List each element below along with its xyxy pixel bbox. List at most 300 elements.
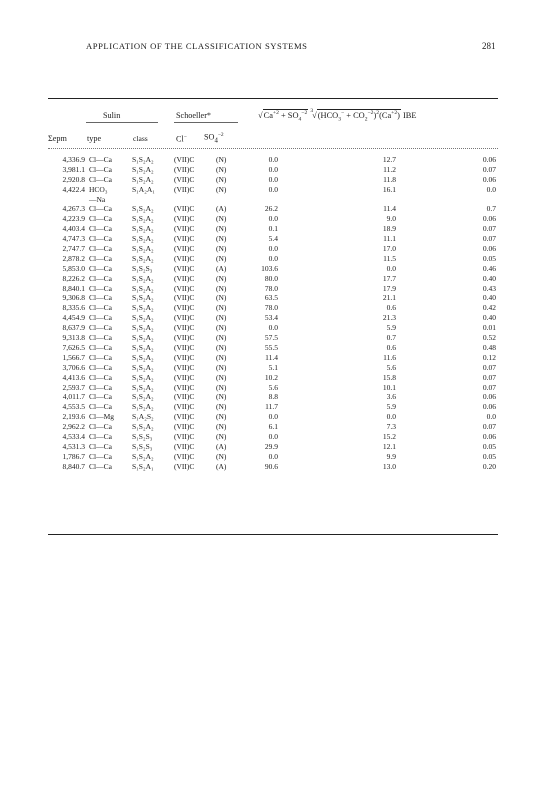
cell-ibe: 0.12 xyxy=(482,352,496,362)
cell-so4-flag: (N) xyxy=(216,422,227,432)
cell-type: Cl—Ca xyxy=(89,402,112,412)
cell-class: S₁S₂A₂ xyxy=(132,352,154,362)
cell-cube-root-value: 0.6 xyxy=(386,303,396,313)
cell-schoeller-class: (VII)C xyxy=(174,422,195,432)
table-body xyxy=(0,155,546,472)
cell-so4-flag: (N) xyxy=(216,323,227,333)
cell-ibe: 0.07 xyxy=(482,224,496,234)
cell-ibe: 0.05 xyxy=(482,451,496,461)
cell-schoeller-class: (VII)C xyxy=(174,313,195,323)
cell-cube-root-value: 11.1 xyxy=(383,234,396,244)
cell-class: S₁S₂A₂ xyxy=(132,402,154,412)
cell-type: Cl—Ca xyxy=(89,214,112,224)
cell-type: Cl—Ca xyxy=(89,392,112,402)
cell-sqrt-value: 80.0 xyxy=(264,273,278,283)
cell-type: Cl—Ca xyxy=(89,283,112,293)
cell-epm: 3,706.6 xyxy=(62,362,85,372)
table-row xyxy=(0,224,546,234)
cell-sqrt-value: 5.6 xyxy=(268,382,278,392)
cell-class: S₁S₂A₂ xyxy=(132,253,154,263)
cell-schoeller-class: (VII)C xyxy=(174,224,195,234)
cell-schoeller-class: (VII)C xyxy=(174,263,195,273)
cell-class: S₁S₂A₂ xyxy=(132,204,154,214)
cell-class: S₁S₂A₂ xyxy=(132,234,154,244)
cell-schoeller-class: (VII)C xyxy=(174,253,195,263)
table-row xyxy=(0,274,546,284)
table-row xyxy=(0,422,546,432)
page-number: 281 xyxy=(482,41,496,51)
cell-type: Cl—Ca xyxy=(89,273,112,283)
cell-sqrt-value: 0.0 xyxy=(268,214,278,224)
cell-schoeller-class: (VII)C xyxy=(174,244,195,254)
cell-so4-flag: (N) xyxy=(216,382,227,392)
cell-ibe: 0.40 xyxy=(482,293,496,303)
cell-epm: 4,531.3 xyxy=(62,441,85,451)
cell-schoeller-class: (VII)C xyxy=(174,342,195,352)
header-dotted-rule xyxy=(48,148,498,149)
cell-schoeller-class: (VII)C xyxy=(174,352,195,362)
cell-class: S₁S₂S₃ xyxy=(132,431,153,441)
table-row xyxy=(0,402,546,412)
cell-cube-root-value: 0.6 xyxy=(386,342,396,352)
cell-so4-flag: (N) xyxy=(216,184,227,194)
cell-epm: 4,336.9 xyxy=(62,155,85,164)
cell-cube-root-value: 11.5 xyxy=(383,253,396,263)
sulin-group-rule xyxy=(86,122,158,123)
cell-schoeller-class: (VII)C xyxy=(174,402,195,412)
table-row xyxy=(0,185,546,205)
cell-epm: 4,403.4 xyxy=(62,224,85,234)
table-row xyxy=(0,165,546,175)
cell-epm: 4,413.6 xyxy=(62,372,85,382)
cell-ibe: 0.05 xyxy=(482,253,496,263)
cell-cube-root-value: 3.6 xyxy=(386,392,396,402)
cell-cube-root-value: 21.1 xyxy=(382,293,396,303)
cell-so4-flag: (A) xyxy=(216,263,227,273)
table-row xyxy=(0,452,546,462)
cell-so4-flag: (N) xyxy=(216,283,227,293)
table-row xyxy=(0,303,546,313)
cell-sqrt-value: 10.2 xyxy=(264,372,278,382)
running-title: APPLICATION OF THE CLASSIFICATION SYSTEMS xyxy=(86,41,308,51)
table-row xyxy=(0,412,546,422)
cell-ibe: 0.48 xyxy=(482,342,496,352)
cell-ibe: 0.06 xyxy=(482,392,496,402)
table-row xyxy=(0,214,546,224)
cell-schoeller-class: (VII)C xyxy=(174,273,195,283)
cell-ibe: 0.0 xyxy=(486,412,496,422)
cell-class: S₁S₂A₂ xyxy=(132,451,154,461)
cell-sqrt-value: 6.1 xyxy=(268,422,278,432)
cell-sqrt-value: 11.7 xyxy=(265,402,278,412)
cell-schoeller-class: (VII)C xyxy=(174,372,195,382)
schoeller-group-header: Schoeller* xyxy=(176,111,212,120)
cell-cube-root-value: 5.9 xyxy=(386,402,396,412)
cell-class: S₁S₂A₂ xyxy=(132,422,154,432)
cell-type: Cl—Ca xyxy=(89,382,112,392)
col-header-so4: $SO_4^{-2}$ xyxy=(204,132,224,145)
cell-sqrt-value: 55.5 xyxy=(264,342,278,352)
cell-epm: 2,747.7 xyxy=(62,244,85,254)
cell-class: S₁S₂A₂ xyxy=(132,293,154,303)
cell-class: S₁S₂A₁ xyxy=(132,461,154,471)
cell-class: S₁S₂A₂ xyxy=(132,313,154,323)
col-header-cl: Cl− xyxy=(176,134,187,144)
cell-sqrt-value: 78.0 xyxy=(264,303,278,313)
cell-schoeller-class: (VII)C xyxy=(174,441,195,451)
table-row xyxy=(0,392,546,402)
cell-epm: 4,747.3 xyxy=(62,234,85,244)
table-row xyxy=(0,175,546,185)
cell-sqrt-value: 0.0 xyxy=(268,184,278,194)
cell-ibe: 0.05 xyxy=(482,441,496,451)
cell-so4-flag: (N) xyxy=(216,362,227,372)
cell-schoeller-class: (VII)C xyxy=(174,323,195,333)
cell-type: Cl—Ca xyxy=(89,263,112,273)
cell-type: Cl—Ca xyxy=(89,224,112,234)
cell-epm: 9,313.8 xyxy=(62,333,85,343)
cell-cube-root-value: 15.8 xyxy=(382,372,396,382)
cell-cube-root-value: 13.0 xyxy=(382,461,396,471)
cell-class: S₁S₂A₂ xyxy=(132,372,154,382)
cell-type: Cl—Ca xyxy=(89,441,112,451)
cell-so4-flag: (N) xyxy=(216,392,227,402)
ratio-formula-header xyxy=(258,108,417,123)
cell-cube-root-value: 16.1 xyxy=(382,184,396,194)
cell-class: S₁S₂A₂ xyxy=(132,392,154,402)
cell-cube-root-value: 0.0 xyxy=(386,412,396,422)
table-row xyxy=(0,155,546,165)
cell-schoeller-class: (VII)C xyxy=(174,155,195,164)
cell-class: S₁S₂A₂ xyxy=(132,362,154,372)
cell-schoeller-class: (VII)C xyxy=(174,382,195,392)
cell-cube-root-value: 5.6 xyxy=(386,362,396,372)
cell-ibe: 0.40 xyxy=(482,273,496,283)
cell-so4-flag: (N) xyxy=(216,372,227,382)
sulin-group-header: Sulin xyxy=(103,111,121,120)
cell-sqrt-value: 0.0 xyxy=(268,155,278,164)
cell-type: Cl—Ca xyxy=(89,164,112,174)
cell-so4-flag: (N) xyxy=(216,293,227,303)
cell-class: S₁S₂A₂ xyxy=(132,214,154,224)
table-row xyxy=(0,353,546,363)
table-row xyxy=(0,293,546,303)
cell-type: Cl—Ca xyxy=(89,234,112,244)
cell-ibe: 0.07 xyxy=(482,422,496,432)
table-row xyxy=(0,313,546,323)
table-row xyxy=(0,234,546,244)
cell-type: Cl—Ca xyxy=(89,174,112,184)
cell-type: Cl—Ca xyxy=(89,313,112,323)
cell-ibe: 0.40 xyxy=(482,313,496,323)
table-row xyxy=(0,333,546,343)
cell-cube-root-value: 17.0 xyxy=(382,244,396,254)
cell-schoeller-class: (VII)C xyxy=(174,461,195,471)
cell-cube-root-value: 12.1 xyxy=(382,441,396,451)
cell-so4-flag: (N) xyxy=(216,431,227,441)
cell-type: Cl—Ca xyxy=(89,451,112,461)
cell-ibe: 0.06 xyxy=(482,174,496,184)
table-row xyxy=(0,204,546,214)
cell-ibe: 0.07 xyxy=(482,382,496,392)
cell-so4-flag: (N) xyxy=(216,333,227,343)
cell-so4-flag: (N) xyxy=(216,451,227,461)
cell-cube-root-value: 9.0 xyxy=(386,214,396,224)
table-row xyxy=(0,363,546,373)
cell-schoeller-class: (VII)C xyxy=(174,293,195,303)
cell-so4-flag: (A) xyxy=(216,441,227,451)
cell-sqrt-value: 0.0 xyxy=(268,164,278,174)
table-row xyxy=(0,244,546,254)
cell-cube-root-value: 12.7 xyxy=(382,155,396,164)
cell-type: Cl—Ca xyxy=(89,342,112,352)
cell-epm: 5,853.0 xyxy=(62,263,85,273)
cell-epm: 2,878.2 xyxy=(62,253,85,263)
table-bottom-rule xyxy=(48,534,498,535)
cell-schoeller-class: (VII)C xyxy=(174,412,195,422)
table-row xyxy=(0,343,546,353)
cell-ibe: 0.07 xyxy=(482,362,496,372)
table-row xyxy=(0,383,546,393)
cell-epm: 4,223.9 xyxy=(62,214,85,224)
col-header-class: class xyxy=(133,134,148,143)
cell-schoeller-class: (VII)C xyxy=(174,184,195,194)
cell-class: S₁S₂A₂ xyxy=(132,174,154,184)
cell-so4-flag: (N) xyxy=(216,342,227,352)
cell-class: S₁S₂A₂ xyxy=(132,382,154,392)
cell-type: Cl—Ca xyxy=(89,253,112,263)
cell-sqrt-value: 53.4 xyxy=(264,313,278,323)
cell-ibe: 0.46 xyxy=(482,263,496,273)
cell-type: Cl—Ca xyxy=(89,431,112,441)
cell-class: S₁A₂A₁ xyxy=(132,184,155,194)
cell-cube-root-value: 11.4 xyxy=(383,204,396,214)
cell-sqrt-value: 8.8 xyxy=(268,392,278,402)
cell-schoeller-class: (VII)C xyxy=(174,451,195,461)
cell-type: Cl—Ca xyxy=(89,422,112,432)
cell-sqrt-value: 63.5 xyxy=(264,293,278,303)
cell-epm: 4,267.3 xyxy=(62,204,85,214)
cell-class: S₁S₂A₂ xyxy=(132,224,154,234)
cube-root-radicand: $(HCO_3^- + CO_2^{-2})^2(Ca^{+2})$ xyxy=(317,110,400,123)
cell-type: Cl—Ca xyxy=(89,303,112,313)
cell-type: Cl—Ca xyxy=(89,461,112,471)
cell-sqrt-value: 29.9 xyxy=(264,441,278,451)
cell-sqrt-value: 78.0 xyxy=(264,283,278,293)
cell-cube-root-value: 11.6 xyxy=(383,352,396,362)
cell-so4-flag: (N) xyxy=(216,224,227,234)
cell-cube-root-value: 17.7 xyxy=(382,273,396,283)
cell-schoeller-class: (VII)C xyxy=(174,392,195,402)
cell-so4-flag: (N) xyxy=(216,164,227,174)
cell-class: S₁S₂A₂ xyxy=(132,283,154,293)
cell-type: Cl—Ca xyxy=(89,323,112,333)
table-row xyxy=(0,254,546,264)
cell-sqrt-value: 57.5 xyxy=(264,333,278,343)
cell-epm: 2,962.2 xyxy=(62,422,85,432)
cell-epm: 2,920.8 xyxy=(62,174,85,184)
cell-so4-flag: (N) xyxy=(216,244,227,254)
cell-cube-root-value: 7.3 xyxy=(386,422,396,432)
cell-class: S₁S₂A₂ xyxy=(132,273,154,283)
cell-type: Cl—Mg xyxy=(89,412,115,422)
cell-so4-flag: (A) xyxy=(216,204,227,214)
ibe-header: IBE xyxy=(400,111,417,120)
cell-ibe: 0.06 xyxy=(482,244,496,254)
schoeller-group-rule xyxy=(174,122,238,123)
cell-sqrt-value: 0.1 xyxy=(268,224,278,234)
sqrt-sign: √ xyxy=(258,111,263,120)
cell-epm: 7,626.5 xyxy=(62,342,85,352)
cell-ibe: 0.07 xyxy=(482,164,496,174)
cell-so4-flag: (A) xyxy=(216,461,227,471)
cube-root-index: 3 xyxy=(310,108,314,114)
cell-sqrt-value: 0.0 xyxy=(268,174,278,184)
cell-ibe: 0.42 xyxy=(482,303,496,313)
cell-sqrt-value: 0.0 xyxy=(268,244,278,254)
table-row xyxy=(0,373,546,383)
sqrt-radicand: $Ca^{+2} + SO_4^{-2}$ xyxy=(263,110,308,123)
cell-sqrt-value: 0.0 xyxy=(268,323,278,333)
table-top-rule xyxy=(48,98,498,99)
cell-class: S₁S₂A₂ xyxy=(132,155,154,164)
cell-schoeller-class: (VII)C xyxy=(174,431,195,441)
cell-epm: 8,335.6 xyxy=(62,303,85,313)
table-row xyxy=(0,442,546,452)
cell-schoeller-class: (VII)C xyxy=(174,234,195,244)
table-row xyxy=(0,432,546,442)
cell-schoeller-class: (VII)C xyxy=(174,333,195,343)
cell-class: S₁S₂A₂ xyxy=(132,164,154,174)
cell-cube-root-value: 18.9 xyxy=(382,224,396,234)
cell-sqrt-value: 90.6 xyxy=(264,461,278,471)
cell-epm: 4,422.4 xyxy=(62,184,85,194)
cell-cube-root-value: 17.9 xyxy=(382,283,396,293)
cell-so4-flag: (N) xyxy=(216,253,227,263)
cell-ibe: 0.07 xyxy=(482,372,496,382)
cell-type: HCO₃ xyxy=(89,184,108,194)
cell-class: S₁S₂A₂ xyxy=(132,303,154,313)
cell-ibe: 0.07 xyxy=(482,234,496,244)
cell-epm: 8,840.7 xyxy=(62,461,85,471)
cell-class: S₁S₂A₂ xyxy=(132,333,154,343)
cell-type: Cl—Ca xyxy=(89,244,112,254)
cell-cube-root-value: 5.9 xyxy=(386,323,396,333)
cell-so4-flag: (N) xyxy=(216,313,227,323)
cell-epm: 1,566.7 xyxy=(62,352,85,362)
cell-ibe: 0.06 xyxy=(482,214,496,224)
cell-class: S₁A₂S₂ xyxy=(132,412,154,422)
cell-type-continued: —Na xyxy=(89,194,106,204)
cell-ibe: 0.06 xyxy=(482,431,496,441)
table-row xyxy=(0,462,546,472)
cell-class: S₁S₂S₃ xyxy=(132,263,153,273)
cell-epm: 2,593.7 xyxy=(62,382,85,392)
cell-sqrt-value: 0.0 xyxy=(268,253,278,263)
col-header-type: type xyxy=(87,134,102,143)
cell-epm: 4,454.9 xyxy=(62,313,85,323)
running-head xyxy=(0,41,546,55)
cell-ibe: 0.43 xyxy=(482,283,496,293)
cell-epm: 4,533.4 xyxy=(62,431,85,441)
cell-epm: 9,306.8 xyxy=(62,293,85,303)
cell-sqrt-value: 5.1 xyxy=(268,362,278,372)
cell-class: S₁S₂A₂ xyxy=(132,342,154,352)
col-header-epm: Σepm xyxy=(48,134,67,143)
cell-sqrt-value: 0.0 xyxy=(268,431,278,441)
cell-cube-root-value: 0.7 xyxy=(386,333,396,343)
cell-cube-root-value: 11.8 xyxy=(383,174,396,184)
cell-ibe: 0.7 xyxy=(486,204,496,214)
cell-epm: 4,553.5 xyxy=(62,402,85,412)
cell-sqrt-value: 5.4 xyxy=(268,234,278,244)
cell-ibe: 0.0 xyxy=(486,184,496,194)
cell-type: Cl—Ca xyxy=(89,204,112,214)
cell-class: S₁S₂A₂ xyxy=(132,244,154,254)
cell-so4-flag: (N) xyxy=(216,412,227,422)
cell-cube-root-value: 21.3 xyxy=(382,313,396,323)
cell-cube-root-value: 0.0 xyxy=(386,263,396,273)
cell-type: Cl—Ca xyxy=(89,333,112,343)
table-row xyxy=(0,284,546,294)
cell-schoeller-class: (VII)C xyxy=(174,174,195,184)
cell-ibe: 0.52 xyxy=(482,333,496,343)
cell-schoeller-class: (VII)C xyxy=(174,303,195,313)
cell-type: Cl—Ca xyxy=(89,372,112,382)
cell-epm: 4,011.7 xyxy=(62,392,85,402)
cell-so4-flag: (N) xyxy=(216,273,227,283)
cell-schoeller-class: (VII)C xyxy=(174,283,195,293)
cell-type: Cl—Ca xyxy=(89,352,112,362)
table-row xyxy=(0,264,546,274)
cell-class: S₁S₂S₃ xyxy=(132,441,153,451)
cell-epm: 8,840.1 xyxy=(62,283,85,293)
cell-cube-root-value: 11.2 xyxy=(383,164,396,174)
cell-schoeller-class: (VII)C xyxy=(174,204,195,214)
cell-so4-flag: (N) xyxy=(216,402,227,412)
cell-class: S₁S₂A₂ xyxy=(132,323,154,333)
cell-sqrt-value: 11.4 xyxy=(265,352,278,362)
cell-cube-root-value: 9.9 xyxy=(386,451,396,461)
cell-so4-flag: (N) xyxy=(216,214,227,224)
cell-type: Cl—Ca xyxy=(89,293,112,303)
cell-epm: 3,981.1 xyxy=(62,164,85,174)
cell-so4-flag: (N) xyxy=(216,352,227,362)
cell-so4-flag: (N) xyxy=(216,155,227,164)
cell-cube-root-value: 10.1 xyxy=(382,382,396,392)
cell-schoeller-class: (VII)C xyxy=(174,362,195,372)
cell-sqrt-value: 26.2 xyxy=(264,204,278,214)
cell-epm: 8,637.9 xyxy=(62,323,85,333)
cell-type: Cl—Ca xyxy=(89,155,112,164)
cell-so4-flag: (N) xyxy=(216,174,227,184)
cell-schoeller-class: (VII)C xyxy=(174,164,195,174)
cell-sqrt-value: 0.0 xyxy=(268,412,278,422)
cell-sqrt-value: 0.0 xyxy=(268,451,278,461)
cell-ibe: 0.01 xyxy=(482,323,496,333)
cell-schoeller-class: (VII)C xyxy=(174,214,195,224)
cell-type: Cl—Ca xyxy=(89,362,112,372)
cell-so4-flag: (N) xyxy=(216,234,227,244)
cell-epm: 2,193.6 xyxy=(62,412,85,422)
cell-ibe: 0.06 xyxy=(482,402,496,412)
table-row xyxy=(0,323,546,333)
cell-ibe: 0.20 xyxy=(482,461,496,471)
cell-sqrt-value: 103.6 xyxy=(261,263,278,273)
cell-so4-flag: (N) xyxy=(216,303,227,313)
cell-epm: 1,786.7 xyxy=(62,451,85,461)
cube-root-sign: √ xyxy=(312,111,317,120)
